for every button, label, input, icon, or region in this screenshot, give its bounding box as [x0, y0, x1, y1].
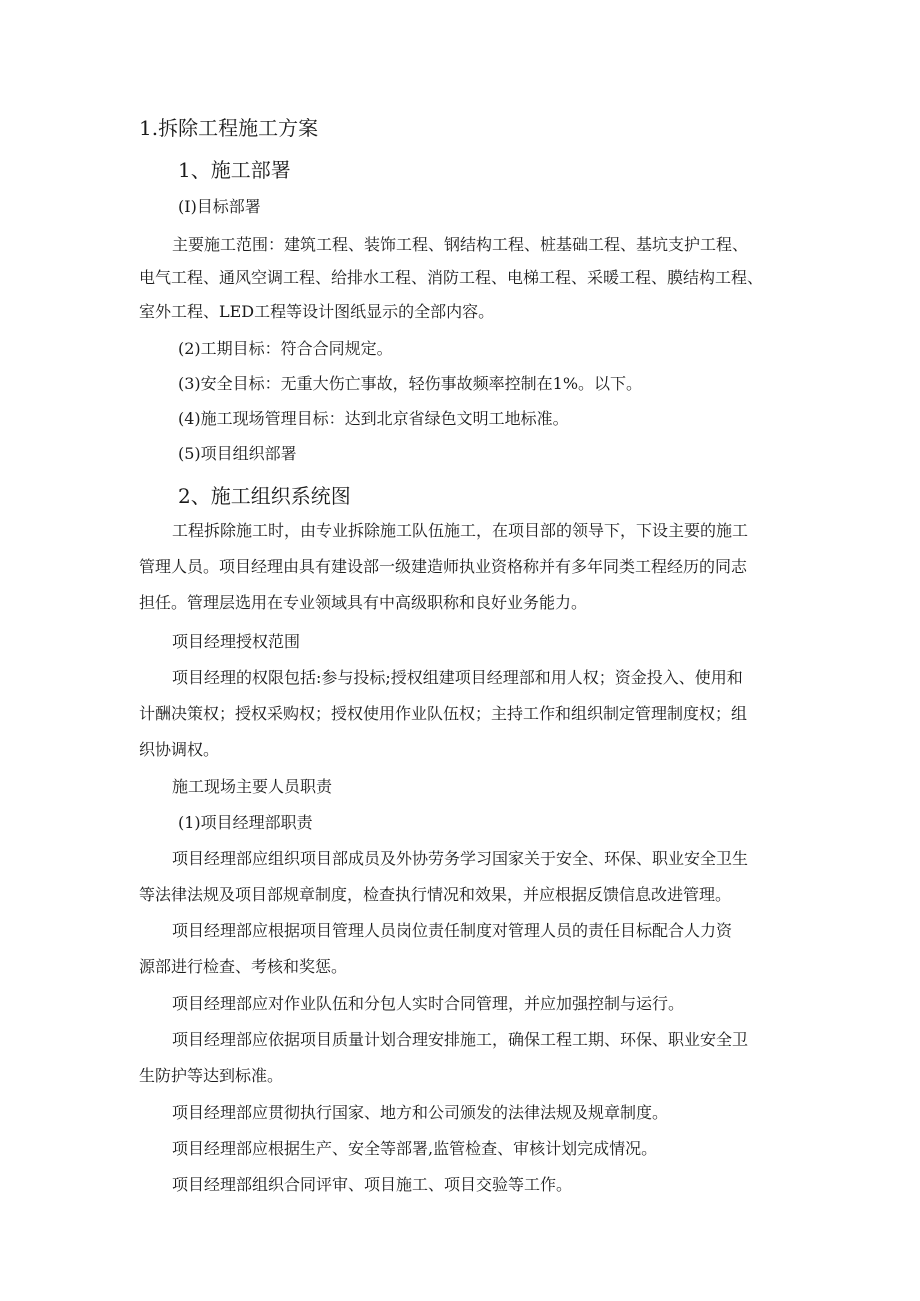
duty-p4-line-1: 项目经理部应依据项目质量计划合理安排施工，确保工程工期、环保、职业安全卫 — [172, 1030, 749, 1049]
item-target-deployment: (I)目标部署 — [178, 197, 261, 216]
duties-heading: 施工现场主要人员职责 — [172, 777, 333, 796]
section-heading-org-chart: 2、施工组织系统图 — [178, 484, 351, 508]
authorization-line-2: 计酬决策权；授权采购权；授权使用作业队伍权；主持工作和组织制定管理制度权；组 — [139, 704, 748, 723]
duty-p1-line-2: 等法律法规及项目部规章制度，检查执行情况和效果，并应根据反馈信息改进管理。 — [139, 885, 732, 904]
duty-p1-line-1: 项目经理部应组织项目部成员及外协劳务学习国家关于安全、环保、职业安全卫生 — [172, 849, 749, 868]
duty-p6: 项目经理部应根据生产、安全等部署,监管检查、审核计划完成情况。 — [172, 1139, 658, 1158]
scope-line-3: 室外工程、LED工程等设计图纸显示的全部内容。 — [139, 302, 495, 321]
intro-line-3: 担任。管理层选用在专业领域具有中高级职称和良好业务能力。 — [139, 593, 588, 612]
authorization-line-3: 织协调权。 — [139, 740, 220, 759]
duties-item-pm-department: (1)项目经理部职责 — [178, 813, 313, 832]
item-project-organization: (5)项目组织部署 — [178, 444, 297, 463]
intro-line-2: 管理人员。项目经理由具有建设部一级建造师执业资格称并有多年同类工程经历的同志 — [139, 557, 748, 576]
duty-p5: 项目经理部应贯彻执行国家、地方和公司颁发的法律法规及规章制度。 — [172, 1103, 669, 1122]
authorization-heading: 项目经理授权范围 — [172, 632, 301, 651]
intro-line-1: 工程拆除施工时，由专业拆除施工队伍施工，在项目部的领导下，下设主要的施工 — [172, 521, 749, 540]
item-site-management-goal: (4)施工现场管理目标：达到北京省绿色文明工地标准。 — [178, 409, 569, 428]
authorization-line-1: 项目经理的权限包括:参与投标;授权组建项目经理部和用人权；资金投入、使用和 — [172, 668, 743, 687]
item-schedule-goal: (2)工期目标：符合合同规定。 — [178, 339, 393, 358]
duty-p3: 项目经理部应对作业队伍和分包人实时合同管理，并应加强控制与运行。 — [172, 994, 685, 1013]
duty-p7: 项目经理部组织合同评审、项目施工、项目交验等工作。 — [172, 1175, 573, 1194]
duty-p2-line-2: 源部进行检查、考核和奖惩。 — [139, 957, 348, 976]
duty-p2-line-1: 项目经理部应根据项目管理人员岗位责任制度对管理人员的责任目标配合人力资 — [172, 921, 733, 940]
scope-line-2: 电气工程、通风空调工程、给排水工程、消防工程、电梯工程、采暖工程、膜结构工程、 — [139, 268, 764, 287]
document-title: 1.拆除工程施工方案 — [139, 116, 319, 140]
duty-p4-line-2: 生防护等达到标准。 — [139, 1066, 284, 1085]
section-heading-deployment: 1、施工部署 — [178, 158, 291, 182]
item-safety-goal: (3)安全目标：无重大伤亡事故，轻伤事故频率控制在1%。以下。 — [178, 374, 643, 393]
scope-line-1: 主要施工范围：建筑工程、装饰工程、钢结构工程、桩基础工程、基坑支护工程、 — [172, 235, 749, 254]
